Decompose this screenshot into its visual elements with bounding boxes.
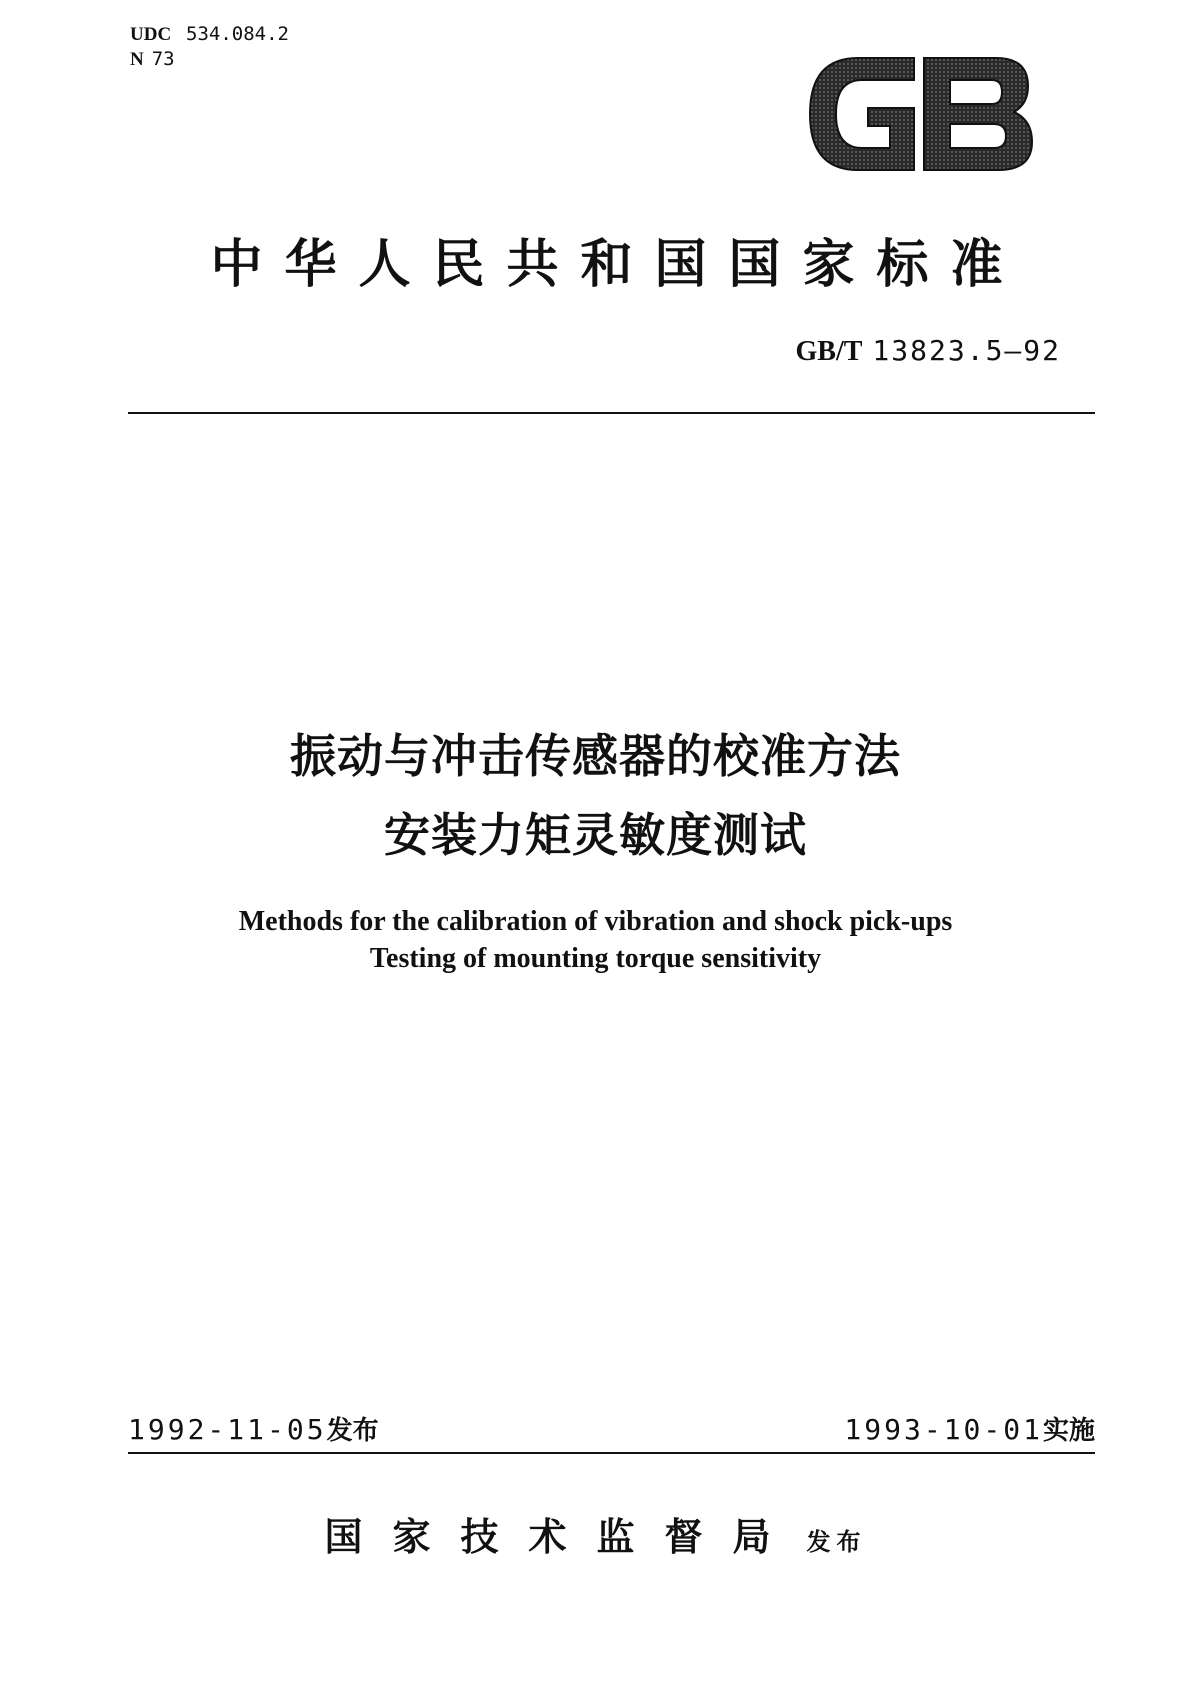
n-value: 73 [151, 48, 175, 70]
effective-date-value: 1993-10-01 [844, 1413, 1043, 1446]
udc-value: 534.084.2 [186, 23, 289, 45]
effective-date [844, 1410, 1095, 1447]
issue-date-value: 1992-11-05 [128, 1413, 327, 1446]
udc-label: UDC [130, 24, 172, 45]
title-cn-line2: 安装力矩灵敏度测试 [384, 808, 807, 862]
gb-logo-icon [806, 54, 1036, 174]
standard-number-prefix: GB/T [795, 336, 863, 367]
title-en-line2: Testing of mounting torque sensitivity [369, 943, 822, 974]
publisher-suffix: 发布 [806, 1528, 867, 1556]
n-row [130, 47, 289, 72]
n-label: N [130, 49, 144, 70]
publisher [0, 1506, 1191, 1561]
organization-title: 中华人民共和国国家标准 [210, 234, 1025, 295]
title-en-line1: Methods for the calibration of vibration and shock pick-ups [238, 906, 953, 937]
bottom-divider [128, 1452, 1095, 1454]
publisher-name: 国家技术监督局 [324, 1514, 801, 1559]
udc-row [130, 22, 289, 47]
standard-number [796, 334, 1062, 368]
standard-number-value: 13823.5—92 [872, 334, 1061, 367]
gb-logo [806, 54, 1036, 174]
top-divider [128, 412, 1095, 414]
issue-date [128, 1410, 379, 1447]
title-cn-line1: 振动与冲击传感器的校准方法 [290, 729, 901, 783]
effective-date-label: 实施 [1042, 1416, 1095, 1446]
issue-date-label: 发布 [326, 1416, 379, 1446]
classification-codes [130, 22, 289, 72]
